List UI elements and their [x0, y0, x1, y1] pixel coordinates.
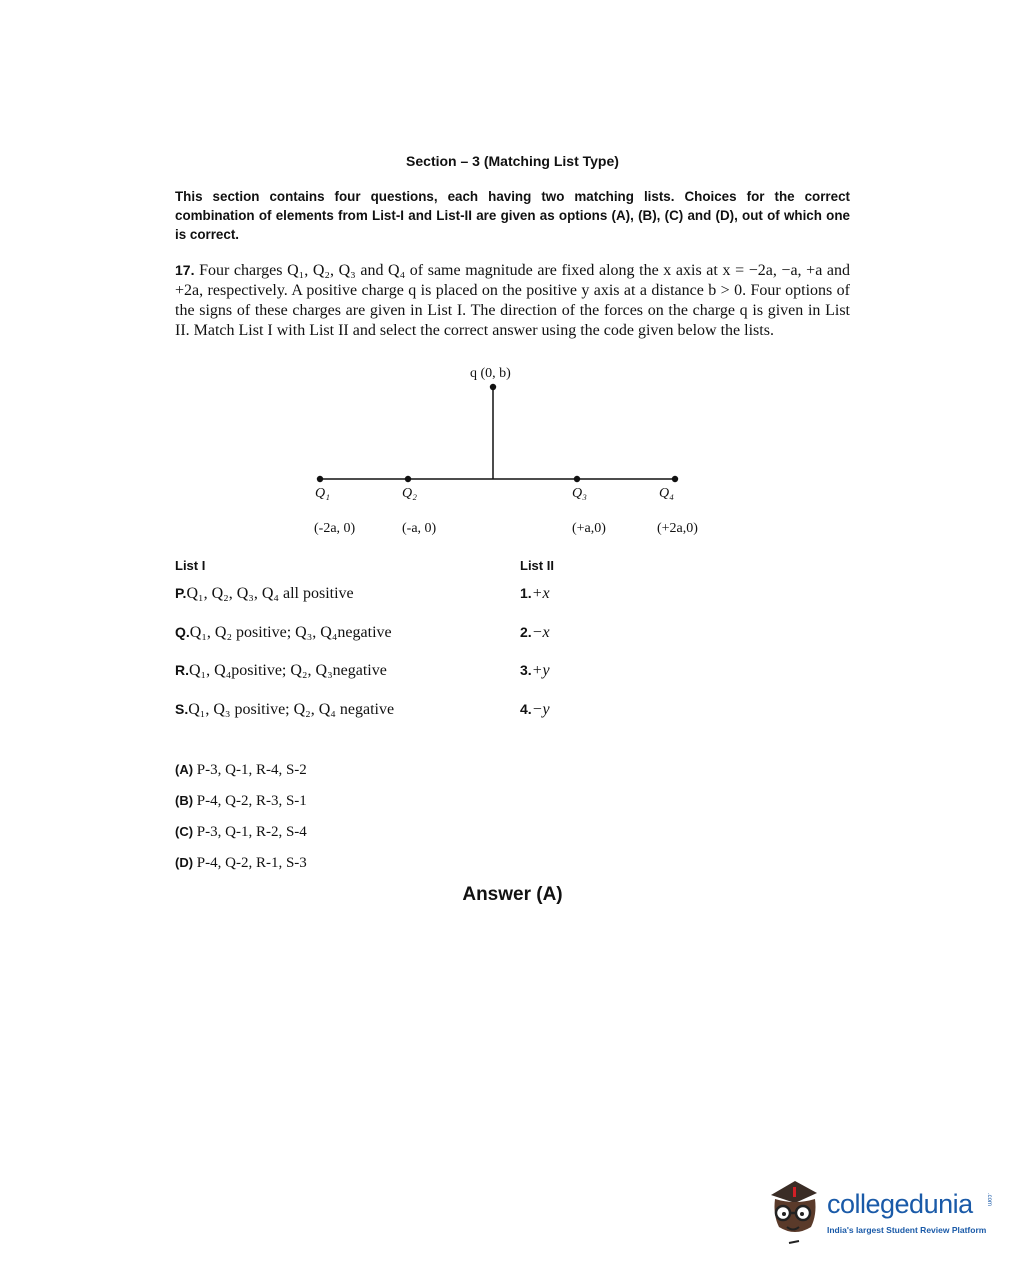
option-c: [175, 822, 307, 853]
list2-item-key: 3.: [520, 662, 532, 678]
charge-q3-dot: [574, 476, 580, 482]
question-17: [175, 260, 850, 341]
option-a: [175, 760, 307, 791]
question-text: Four charges Q₁, Q₂, Q₃ and Q₄ of same magnitude are fixed along the x axis at x = −2a, −a, +a and +2a, respectively. A positive charge q is placed on the positive y axis at a distance b > 0. Four options of the signs of these charges are given in List I. The direction of the forces on the charge q is given in List II. Match List I with List II and select the correct answer using the code given below the lists.: [175, 262, 851, 339]
list2-item-text: +x: [531, 585, 550, 602]
charge-q2-dot: [405, 476, 411, 482]
brand-domain-suffix: .com: [986, 1193, 992, 1207]
list2-item-key: 1.: [520, 585, 532, 601]
list2-item-text: −x: [531, 624, 550, 641]
list1-item-text: Q₁, Q₄positive; Q₂, Q₃negative: [189, 662, 387, 679]
charge-q-dot: [490, 384, 496, 390]
option-text: P-4, Q-2, R-3, S-1: [196, 793, 307, 809]
option-text: P-3, Q-1, R-4, S-2: [196, 762, 307, 778]
list1-item-key: Q.: [175, 624, 190, 640]
list1-heading: List I: [175, 558, 206, 573]
list1-item: [175, 624, 392, 642]
charge-q-label: q (0, b): [470, 366, 511, 381]
option-key: (D): [175, 855, 194, 870]
list1-item: [175, 585, 354, 603]
instructions: This section contains four questions, each having two matching lists. Choices for the correct combination of elements from List-I and List-II are given as options (A), (B), (C) and (D), out of which one is correct.: [175, 189, 850, 242]
option-d: [175, 853, 307, 884]
charge-q4-label: Q₄: [659, 486, 674, 501]
charge-q3-label: Q₃: [572, 486, 587, 501]
answer-options: [175, 760, 307, 884]
charge-q1-coord: (-2a, 0): [314, 521, 356, 536]
option-text: P-4, Q-2, R-1, S-3: [196, 855, 307, 871]
option-b: [175, 791, 307, 822]
question-number: 17.: [175, 262, 195, 278]
list1-item-text: Q₁, Q₃ positive; Q₂, Q₄ negative: [188, 701, 395, 718]
answer: Answer (A): [462, 884, 563, 905]
charge-q3-coord: (+a,0): [572, 521, 606, 536]
list1-item: [175, 701, 394, 719]
list2-item: [520, 624, 550, 642]
list2-item: [520, 585, 550, 603]
option-text: P-3, Q-1, R-2, S-4: [196, 824, 307, 840]
list1-item-key: R.: [175, 662, 189, 678]
list1-item-text: Q₁, Q₂ positive; Q₃, Q₄negative: [189, 624, 392, 641]
list2-item-text: +y: [531, 662, 550, 679]
charge-q4-dot: [672, 476, 678, 482]
mascot-icon: [765, 1175, 827, 1251]
section-title: Section – 3 (Matching List Type): [406, 153, 619, 169]
collegedunia-logo: [765, 1175, 1005, 1255]
brand-tagline: India's largest Student Review Platform: [827, 1225, 987, 1235]
list1-item-key: P.: [175, 585, 187, 601]
charge-q2-coord: (-a, 0): [402, 521, 437, 536]
list2-item: [520, 662, 550, 680]
option-key: (C): [175, 824, 194, 839]
list1-item-key: S.: [175, 701, 189, 717]
charge-q4-coord: (+2a,0): [657, 521, 698, 536]
brand-name: collegedunia: [827, 1189, 973, 1219]
charge-q2-label: Q₂: [402, 486, 417, 501]
option-key: (B): [175, 793, 194, 808]
list1-item-text: Q₁, Q₂, Q₃, Q₄ all positive: [186, 585, 354, 602]
list2-item-key: 2.: [520, 624, 532, 640]
charge-diagram: [0, 360, 1025, 550]
list2-heading: List II: [520, 558, 554, 573]
option-key: (A): [175, 762, 194, 777]
list1-item: [175, 662, 387, 680]
charge-q1-label: Q₁: [315, 486, 330, 501]
list2-item: [520, 701, 550, 719]
charge-q1-dot: [317, 476, 323, 482]
list2-item-text: −y: [531, 701, 550, 718]
list2-item-key: 4.: [520, 701, 532, 717]
